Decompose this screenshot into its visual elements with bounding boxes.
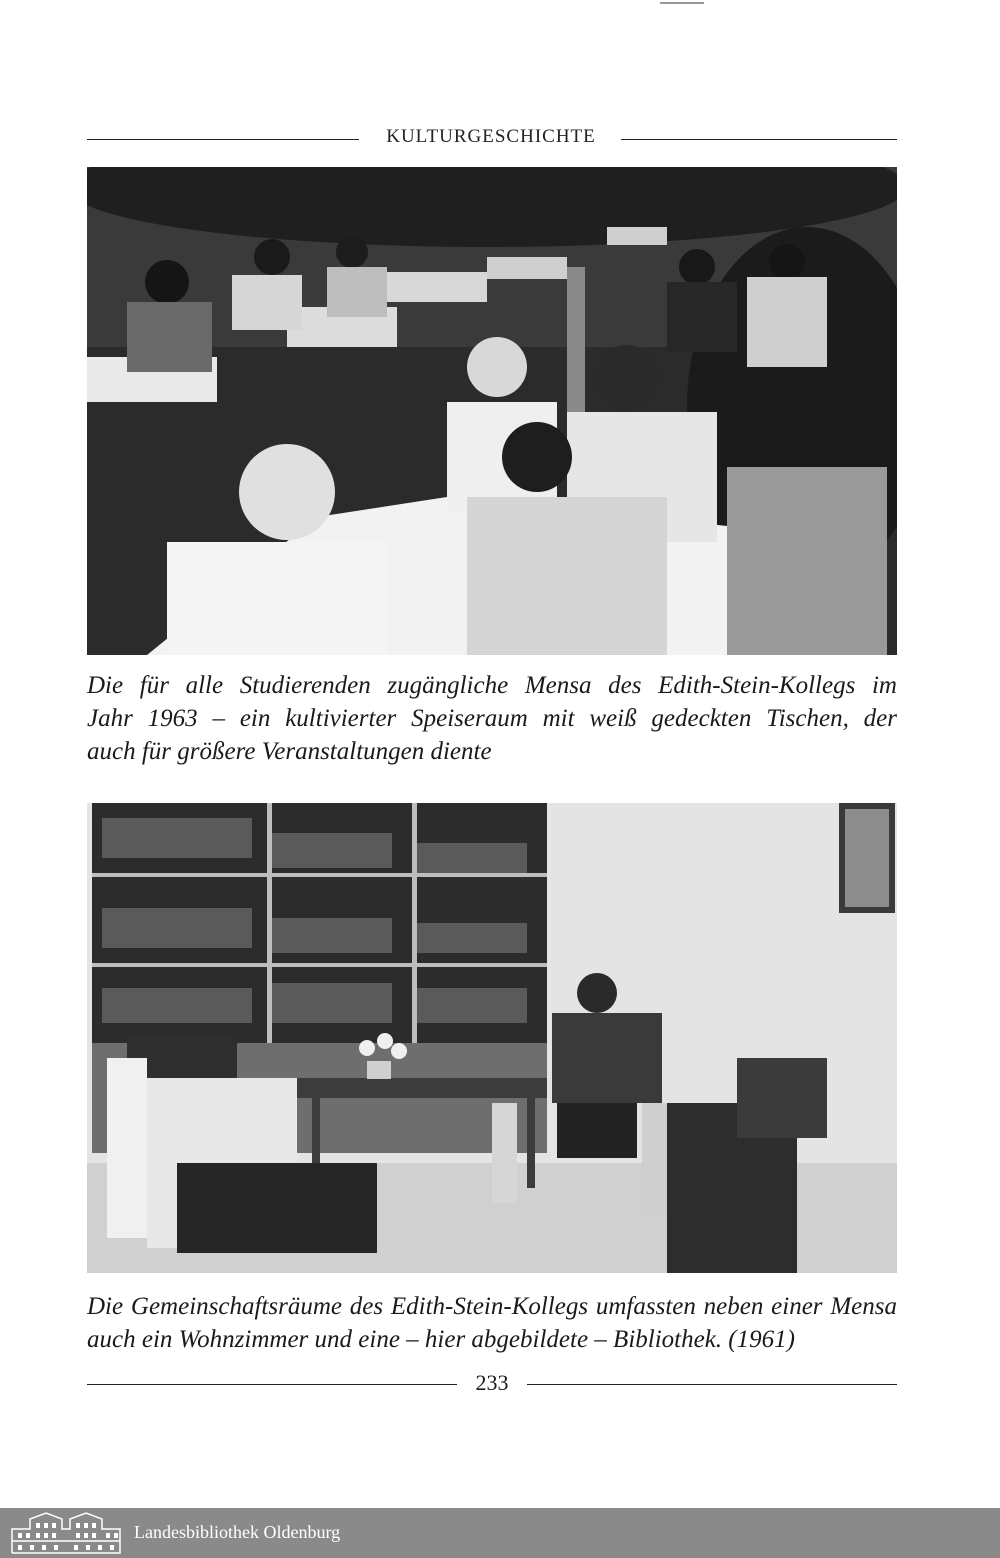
- caption-line: auch für größere Veranstaltungen diente: [87, 738, 492, 765]
- footer-rule-left: [87, 1384, 457, 1385]
- caption-line: Die Gemeinschaftsräume des Edith-Stein-Kollegs umfassten neben einer Mensa: [87, 1293, 897, 1320]
- library-building-logo: [10, 1511, 122, 1555]
- running-head-rule-right: [621, 139, 897, 140]
- page-number: 233: [475, 1370, 509, 1395]
- photo-bibliothek-illustration: [87, 803, 897, 1273]
- running-head: [87, 126, 897, 154]
- page-footer: [87, 1370, 897, 1400]
- caption-bibliothek: [87, 1290, 897, 1356]
- photo-bibliothek: [87, 803, 897, 1273]
- running-head-title: KULTURGESCHICHTE: [386, 126, 596, 147]
- footer-rule-right: [527, 1384, 897, 1385]
- scan-mark: [660, 2, 704, 4]
- photo-mensa-illustration: [87, 167, 897, 655]
- library-name: Landesbibliothek Oldenburg: [134, 1522, 341, 1542]
- running-head-rule-left: [87, 139, 359, 140]
- caption-line: Jahr 1963 – ein kultivierter Speiseraum mit weiß gedeckten Tischen, der: [87, 705, 897, 732]
- caption-mensa: [87, 669, 897, 768]
- caption-line: auch ein Wohnzimmer und eine – hier abgebildete – Bibliothek. (1961): [87, 1326, 795, 1353]
- caption-line: Die für alle Studierenden zugängliche Mensa des Edith-Stein-Kollegs im: [87, 672, 897, 699]
- library-banner: [0, 1508, 1000, 1558]
- photo-mensa: [87, 167, 897, 655]
